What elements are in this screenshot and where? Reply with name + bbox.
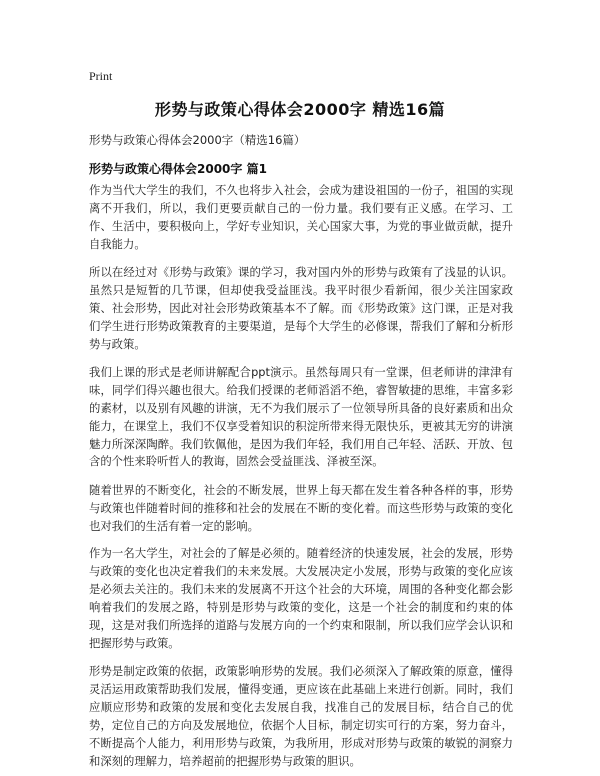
section-heading: 形势与政策心得体会2000字 篇1: [89, 162, 267, 176]
document-subtitle: 形势与政策心得体会2000字（精选16篇）: [89, 133, 306, 147]
paragraph-2: 所以在经过对《形势与政策》课的学习，我对国内外的形势与政策有了浅显的认识。虽然只是短暂的几节课，但却使我受益匪浅。我平时很少看新闻，很少关注国家政策、社会形势，因此对社会形势政策基本不了解。而《形势政策》这门课，正是对我们学生进行形势政策教育的主要渠道，是每个大学生的必修课，帮我们了解和分析形势与政策。: [89, 264, 513, 351]
paragraph-5: 作为一名大学生，对社会的了解是必须的。随着经济的快速发展，社会的发展，形势与政策的变化也决定着我们的未来发展。大发展决定小发展，形势与政策的变化应该是必须去关注的。我们未来的发展离不开这个社会的大环境，周围的各种变化都会影响着我们的发展之路，特别是形势与政策的变化，这是一个社会的制度和约束的体现，这是对我们所选择的道路与发展方向的一个约束和限制，所以我们应学会认识和把握形势与政策。: [89, 546, 513, 651]
paragraph-4: 随着世界的不断变化，社会的不断发展，世界上每天都在发生着各种各样的事，形势与政策也伴随着时间的推移和社会的发展在不断的变化着。而这些形势与政策的变化也对我们的生活有着一定的影响。: [89, 482, 513, 533]
page-title: 形势与政策心得体会2000字 精选16篇: [154, 100, 446, 119]
paragraph-6: 形势是制定政策的依据，政策影响形势的发展。我们必须深入了解政策的原意，懂得灵活运用政策帮助我们发展，懂得变通，更应该在此基础上来进行创新。同时，我们应顺应形势和政策的发展和变化去发展自我，找准自己的发展目标，结合自己的优势，定位自己的方向及发展地位，依据个人目标，制定切实可行的方案，努力奋斗，不断提高个人能力，利用形势与政策，为我所用，形成对形势与政策的敏锐的洞察力和深刻的理解力，培养超前的把握形势与政策的胆识。: [89, 664, 513, 769]
paragraph-3: 我们上课的形式是老师讲解配合ppt演示。虽然每周只有一堂课，但老师讲的津津有味，同学们得兴趣也很大。给我们授课的老师滔滔不绝，睿智敏捷的思维，丰富多彩的素材，以及别有风趣的讲演，无不为我们展示了一位领导所具备的良好素质和出众能力，在课堂上，我们不仅享受着知识的积淀所带来得无限快乐，更被其无穷的讲演魅力所深深陶醉。我们钦佩他，是因为我们年轻，我们用自己年轻、活跃、开放、包含的个性来聆听哲人的教诲，固然会受益匪浅、泽被至深。: [89, 364, 513, 469]
print-label: Print: [89, 69, 113, 83]
paragraph-1: 作为当代大学生的我们，不久也将步入社会，会成为建设祖国的一份子，祖国的实现离不开我们，所以，我们更要贡献自己的一份力量。我们要有正义感。在学习、工作、生活中，要积极向上，学好专业知识，关心国家大事，为党的事业做贡献，提升自我能力。: [89, 183, 513, 251]
